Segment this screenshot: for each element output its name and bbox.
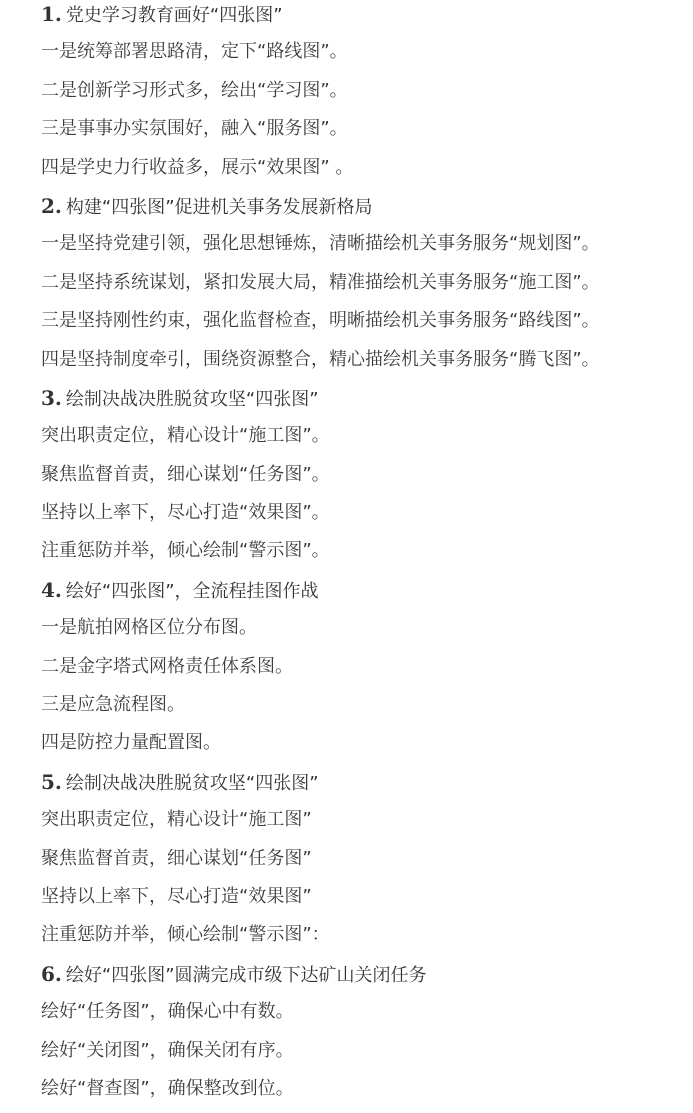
list-item: 一是航拍网格区位分布图。 <box>41 617 257 639</box>
list-item: 聚焦监督首责，细心谋划“任务图”。 <box>41 463 330 485</box>
list-item: 四是坚持制度牵引，围绕资源整合，精心描绘机关事务服务“腾飞图”。 <box>41 348 600 370</box>
section-title: 党史学习教育画好“四张图” <box>65 5 283 26</box>
document-body <box>41 0 681 1113</box>
list-item: 注重惩防并举，倾心绘制“警示图”。 <box>41 540 330 562</box>
list-item: 绘好“任务图”，确保心中有数。 <box>41 1001 294 1023</box>
list-item: 四是防控力量配置图。 <box>41 732 221 754</box>
list-item: 三是应急流程图。 <box>41 694 185 716</box>
section-number: 2. <box>41 193 62 218</box>
list-item: 绘好“督查图”，确保整改到位。 <box>41 1077 294 1099</box>
list-item: 注重惩防并举，倾心绘制“警示图”： <box>41 924 330 946</box>
list-item: 一是统筹部署思路清，定下“路线图”。 <box>41 41 348 63</box>
section-heading <box>41 576 681 614</box>
section-heading <box>41 768 681 806</box>
list-item: 二是坚持系统谋划，紧扣发展大局，精准描绘机关事务服务“施工图”。 <box>41 271 600 293</box>
list-item: 二是金字塔式网格责任体系图。 <box>41 655 293 677</box>
list-item: 三是坚持刚性约束，强化监督检查，明晰描绘机关事务服务“路线图”。 <box>41 310 600 332</box>
list-item: 一是坚持党建引领，强化思想锤炼，清晰描绘机关事务服务“规划图”。 <box>41 233 600 255</box>
list-item: 突出职责定位，精心设计“施工图” <box>41 809 312 831</box>
list-item: 坚持以上率下，尽心打造“效果图” <box>41 885 312 907</box>
section-number: 1. <box>41 2 62 26</box>
section-number: 3. <box>41 385 62 410</box>
list-item: 突出职责定位，精心设计“施工图”。 <box>41 425 330 447</box>
section-heading <box>41 960 681 998</box>
section-number: 4. <box>41 577 62 602</box>
section-title: 构建“四张图”促进机关事务发展新格局 <box>65 196 373 218</box>
list-item: 三是事事办实氛围好，融入“服务图”。 <box>41 118 348 140</box>
section-heading <box>41 0 681 38</box>
section-title: 绘好“四张图”，全流程挂图作战 <box>65 580 319 602</box>
list-item: 四是学史力行收益多，展示“效果图” 。 <box>41 156 354 178</box>
section-number: 6. <box>41 961 62 986</box>
section-heading <box>41 384 681 422</box>
section-heading <box>41 192 681 230</box>
list-item: 绘好“关闭图”，确保关闭有序。 <box>41 1039 294 1061</box>
section-title: 绘制决战决胜脱贫攻坚“四张图” <box>65 772 319 794</box>
list-item: 二是创新学习形式多，绘出“学习图”。 <box>41 79 348 101</box>
section-number: 5. <box>41 769 62 794</box>
section-title: 绘好“四张图”圆满完成市级下达矿山关闭任务 <box>65 964 427 986</box>
list-item: 坚持以上率下，尽心打造“效果图”。 <box>41 502 330 524</box>
section-title: 绘制决战决胜脱贫攻坚“四张图” <box>65 388 319 410</box>
list-item: 聚焦监督首责，细心谋划“任务图” <box>41 847 312 869</box>
